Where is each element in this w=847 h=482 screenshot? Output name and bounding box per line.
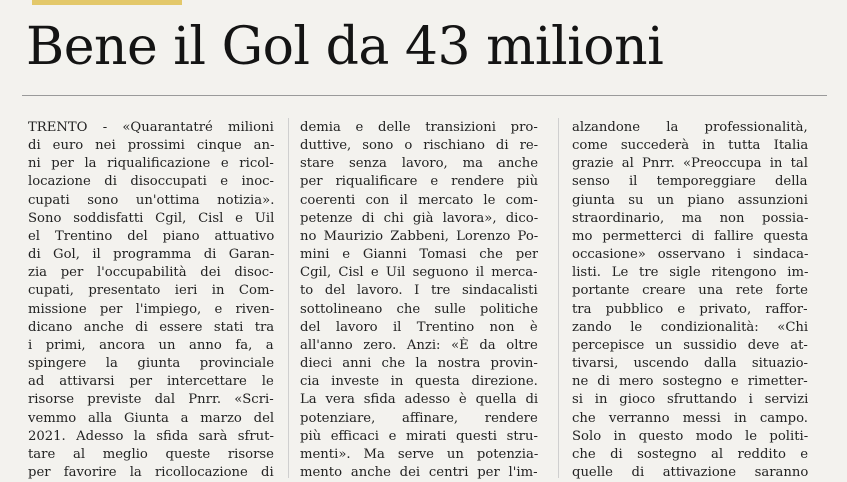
text-line: che di sostegno al reddito e (572, 446, 808, 462)
text-line: stare senza lavoro, ma anche (300, 156, 538, 172)
column-separator (558, 118, 559, 478)
text-line: tivarsi, uscendo dalla situazio- (572, 356, 808, 372)
text-line: all'anno zero. Anzi: «È da oltre (300, 337, 538, 353)
text-line: occasione» osservano i sindaca- (572, 247, 808, 263)
text-line: di Gol, il programma di Garan- (28, 247, 274, 263)
text-line: ad attivarsi per intercettare le (28, 374, 274, 390)
text-line: per favorire la ricollocazione di (28, 464, 274, 480)
text-line: zando le condizionalità: «Chi (572, 319, 808, 335)
text-line: cia investe in questa direzione. (300, 374, 538, 390)
text-line: duttive, sono o rischiano di re- (300, 138, 538, 154)
text-line: quelle di attivazione saranno (572, 464, 808, 480)
text-line: 2021. Adesso la sfida sarà sfrut- (28, 428, 274, 444)
text-line: portante creare una rete forte (572, 283, 808, 299)
text-line: cupati sono un'ottima notizia». (28, 192, 274, 208)
text-line: missione per l'impiego, e riven- (28, 301, 274, 317)
text-line: ni per la riqualificazione e ricol- (28, 156, 274, 172)
text-line: si in gioco sfruttando i servizi (572, 392, 808, 408)
text-line: ne di mero sostegno e rimetter- (572, 374, 808, 390)
text-line: sottolineano che sulle politiche (300, 301, 538, 317)
text-line: dieci anni che la nostra provin- (300, 356, 538, 372)
text-line: La vera sfida adesso è quella di (300, 392, 538, 408)
article-column-3 (572, 119, 808, 482)
text-line: senso il temporeggiare della (572, 174, 808, 190)
text-line: listi. Le tre sigle ritengono im- (572, 265, 808, 281)
text-line: tra pubblico e privato, raffor- (572, 301, 808, 317)
text-line: mini e Gianni Tomasi che per (300, 247, 538, 263)
text-line: Cgil, Cisl e Uil seguono il merca- (300, 265, 538, 281)
column-separator (288, 118, 289, 478)
text-line: mo permetterci di fallire questa (572, 228, 808, 244)
text-line: vemmo alla Giunta a marzo del (28, 410, 274, 426)
text-line: mento anche dei centri per l'im- (300, 464, 538, 480)
text-line: cupati, presentato ieri in Com- (28, 283, 274, 299)
text-line: Sono soddisfatti Cgil, Cisl e Uil (28, 210, 274, 226)
text-line: menti». Ma serve un potenzia- (300, 446, 538, 462)
text-line: el Trentino del piano attuativo (28, 228, 274, 244)
text-line: alzandone la professionalità, (572, 120, 808, 135)
text-line: di euro nei prossimi cinque an- (28, 138, 274, 154)
text-line: risorse previste dal Pnrr. «Scri- (28, 392, 274, 408)
text-line: spingere la giunta provinciale (28, 356, 274, 372)
text-line: tare al meglio queste risorse (28, 446, 274, 462)
text-line: to del lavoro. I tre sindacalisti (300, 283, 538, 299)
text-line: del lavoro il Trentino non è (300, 319, 538, 335)
top-color-bar (0, 0, 847, 6)
text-line: giunta su un piano assunzioni (572, 192, 808, 208)
text-line: zia per l'occupabilità dei disoc- (28, 265, 274, 281)
text-line: demia e delle transizioni pro- (300, 120, 538, 135)
text-line: come succederà in tutta Italia (572, 138, 808, 154)
text-line: che verranno messi in campo. (572, 410, 808, 426)
text-line: potenziare, affinare, rendere (300, 410, 538, 426)
text-line: per riqualificare e rendere più (300, 174, 538, 190)
text-line: no Maurizio Zabbeni, Lorenzo Po- (300, 228, 538, 244)
text-line: grazie al Pnrr. «Preoccupa in tal (572, 156, 808, 172)
article-column-1 (28, 119, 274, 482)
text-line: coerenti con il mercato le com- (300, 192, 538, 208)
text-line: Solo in questo modo le politi- (572, 428, 808, 444)
text-line: dicano anche di essere stati tra (28, 319, 274, 335)
text-line: locazione di disoccupati e inoc- (28, 174, 274, 190)
article-headline: Bene il Gol da 43 milioni (26, 17, 664, 77)
article-column-2 (300, 119, 538, 482)
text-line: i primi, ancora un anno fa, a (28, 337, 274, 353)
headline-divider (22, 95, 827, 96)
text-line: percepisce un sussidio deve at- (572, 337, 808, 353)
text-line: petenze di chi già lavora», dico- (300, 210, 538, 226)
section-accent-stripe (32, 0, 182, 5)
text-line: straordinario, ma non possia- (572, 210, 808, 226)
text-line: più efficaci e mirati questi stru- (300, 428, 538, 444)
text-line: TRENTO - «Quarantatré milioni (28, 120, 274, 135)
